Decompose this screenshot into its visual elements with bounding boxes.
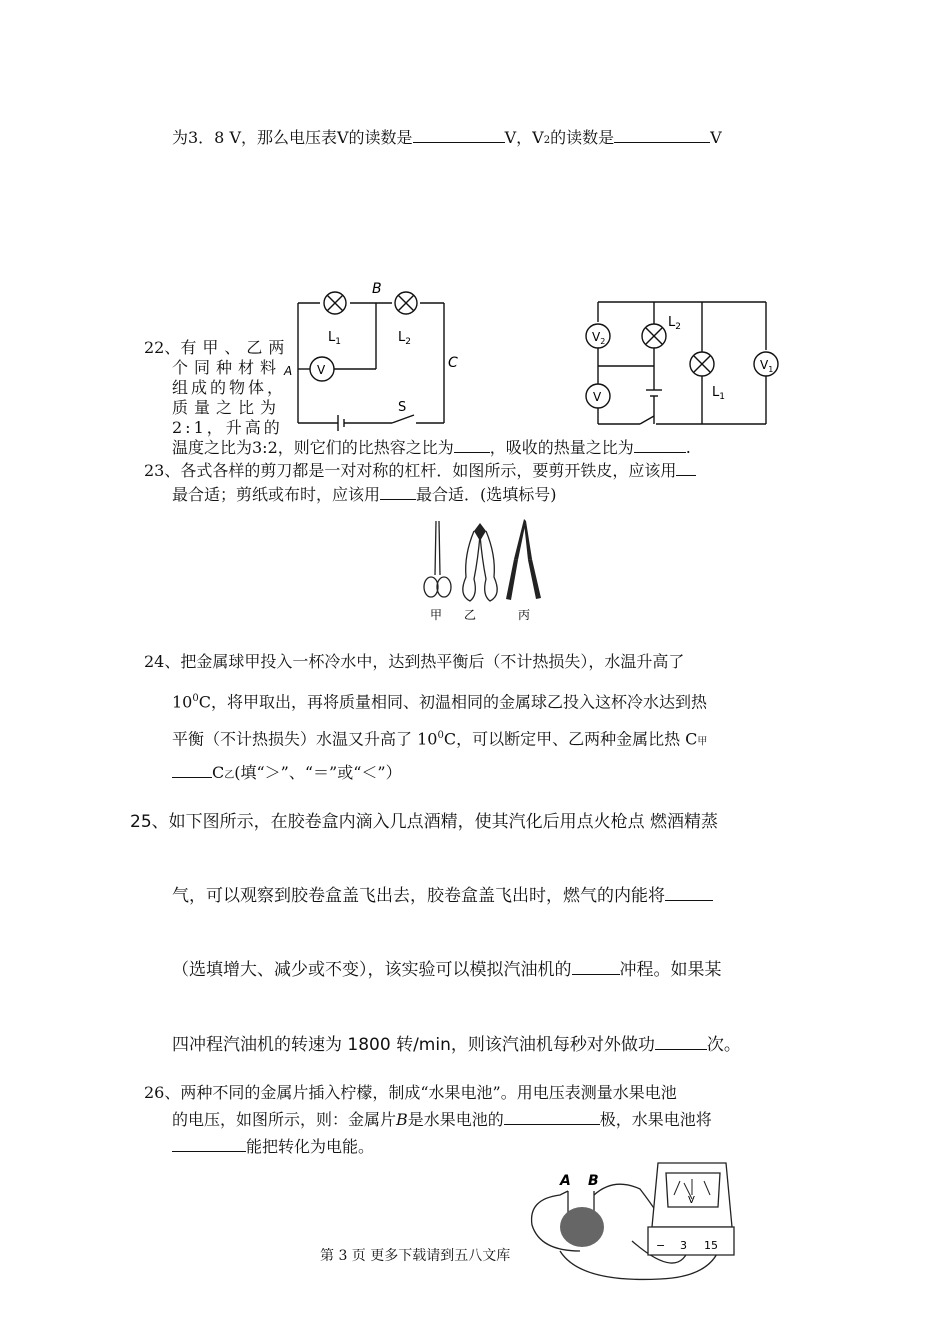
q23-text: 各式各样的剪刀都是一对对称的杠杆．如图所示，要剪开铁皮，应该用 <box>180 461 677 480</box>
q25-line-1 <box>130 812 718 832</box>
q24-text: 10 <box>172 692 193 712</box>
q24-text: C，将甲取出，再将质量相同、初温相同的金属球乙投入这杯冷水达到热 <box>198 692 707 712</box>
q22-text: 温度之比为3:2，则它们的比热容之比为 <box>172 438 454 457</box>
blank <box>380 485 416 500</box>
q21-text-1: 为3．8 V，那么电压表V的读数是 <box>172 128 413 147</box>
label-L1: $L_1$ <box>712 385 725 402</box>
label-yi: 乙 <box>464 608 477 622</box>
q24-line-1 <box>144 652 684 672</box>
blank <box>172 1137 246 1152</box>
q26-line-3 <box>172 1137 374 1157</box>
label-B: B <box>372 281 382 297</box>
q26-text: 的电压，如图所示，则：金属片 <box>172 1110 397 1129</box>
q24-text: 把金属球甲投入一杯冷水中，达到热平衡后（不计热损失），水温升高了 <box>180 652 685 671</box>
q21-tail <box>172 128 722 151</box>
lemon-battery-figure <box>520 1155 745 1290</box>
q26-text: 能把转化为电能。 <box>246 1137 375 1156</box>
blank <box>676 461 696 476</box>
q22-line-1 <box>144 338 290 358</box>
q23-text: 最合适；剪纸或布时，应该用 <box>172 485 381 504</box>
label-L1: $L_1$ <box>328 330 341 347</box>
q24-line-3 <box>172 726 707 752</box>
q25-text: 冲程。如果某 <box>619 960 722 980</box>
blank <box>665 886 713 901</box>
q24-sup: 0 <box>192 693 199 704</box>
circuit-diagram-2 <box>582 292 782 432</box>
q22-text: 有甲、乙两 <box>180 338 291 357</box>
label-A: A <box>560 1173 571 1189</box>
circuit-diagram-1 <box>280 275 460 435</box>
q26-text: 极，水果电池将 <box>599 1110 712 1129</box>
q21-sub: 2 <box>543 135 551 146</box>
q25-number: 25、 <box>130 812 169 832</box>
q21-text-2: V，V <box>504 128 544 147</box>
q24-line-2 <box>172 689 707 712</box>
q24-sub: 乙 <box>224 770 235 781</box>
q22-text: ，吸收的热量之比为 <box>489 438 634 457</box>
q25-line-3 <box>172 960 722 980</box>
q26-line-2 <box>172 1110 712 1130</box>
meter-V-label: V <box>688 1195 695 1206</box>
page-footer: 第 3 页 更多下载请到五八文库 <box>320 1248 511 1264</box>
q25-text: 次。 <box>706 1035 741 1055</box>
terminal-minus: − <box>656 1239 666 1252</box>
q21-text-4: V <box>710 128 722 147</box>
q25-line-4 <box>172 1035 741 1055</box>
q24-text: C，可以断定甲、乙两种金属比热 C <box>443 729 698 749</box>
label-V1: $V_1$ <box>760 358 774 374</box>
q22-text: . <box>685 438 691 457</box>
q23-text: 最合适．(选填标号) <box>416 485 557 504</box>
q26-text: 两种不同的金属片插入柠檬，制成“水果电池”。用电压表测量水果电池 <box>180 1083 677 1102</box>
q25-line-2 <box>172 886 713 906</box>
q21-text-3: 的读数是 <box>550 128 615 147</box>
terminal-3: 3 <box>680 1239 687 1252</box>
q24-text: (填“＞”、“＝”或“＜”） <box>234 763 402 782</box>
q24-text: C <box>212 763 225 782</box>
blank <box>572 960 620 975</box>
q25-text: 四冲程汽油机的转速为 1800 转/min，则该汽油机每秒对外做功 <box>172 1035 655 1055</box>
q25-text: （选填增大、减少或不变），该实验可以模拟汽油机的 <box>172 960 572 980</box>
blank <box>634 438 686 453</box>
q24-sub: 甲 <box>697 736 708 748</box>
q22-number: 22、 <box>144 338 181 357</box>
q24-text: 平衡（不计热损失）水温又升高了 10 <box>172 729 438 749</box>
label-V: V <box>593 390 602 404</box>
q22-line-4: 质量之比为 <box>172 398 283 417</box>
q22-line-6 <box>172 438 691 458</box>
label-L2: $L_2$ <box>668 315 681 332</box>
label-L2: $L_2$ <box>398 330 411 347</box>
q23-line-2 <box>172 485 557 505</box>
q22-line-5: 2:1，升高的 <box>172 418 283 437</box>
blank <box>413 128 505 143</box>
q26-text: 是水果电池的 <box>407 1110 504 1129</box>
q25-text: 如下图所示，在胶卷盒内滴入几点酒精，使其汽化后用点火枪点 燃酒精蒸 <box>168 812 719 832</box>
q23-number: 23、 <box>144 461 181 480</box>
label-S: S <box>398 400 407 415</box>
blank <box>454 438 490 453</box>
q22-line-2: 个同种材料 <box>172 358 283 377</box>
q24-line-4 <box>172 763 402 786</box>
label-V2: $V_2$ <box>592 330 606 346</box>
label-C: C <box>448 355 458 371</box>
label-V: V <box>317 363 326 377</box>
q24-number: 24、 <box>144 652 181 671</box>
q24-sup: 0 <box>437 730 444 741</box>
q26-line-1 <box>144 1083 677 1103</box>
q22-line-3: 组成的物体， <box>172 378 287 397</box>
scissors-figure <box>418 515 558 623</box>
label-jia: 甲 <box>430 608 443 622</box>
blank <box>172 763 212 778</box>
blank <box>655 1035 707 1050</box>
label-B: B <box>588 1173 599 1189</box>
q26-number: 26、 <box>144 1083 181 1102</box>
label-bing: 丙 <box>518 608 531 622</box>
label-A: A <box>284 364 293 378</box>
terminal-15: 15 <box>704 1239 718 1252</box>
q25-text: 气，可以观察到胶卷盒盖飞出去，胶卷盒盖飞出时，燃气的内能将 <box>172 886 665 906</box>
q26-label-B: B <box>396 1110 408 1129</box>
q23-line-1 <box>144 461 696 481</box>
blank <box>614 128 710 143</box>
blank <box>504 1110 600 1125</box>
lemon-icon <box>560 1207 604 1247</box>
